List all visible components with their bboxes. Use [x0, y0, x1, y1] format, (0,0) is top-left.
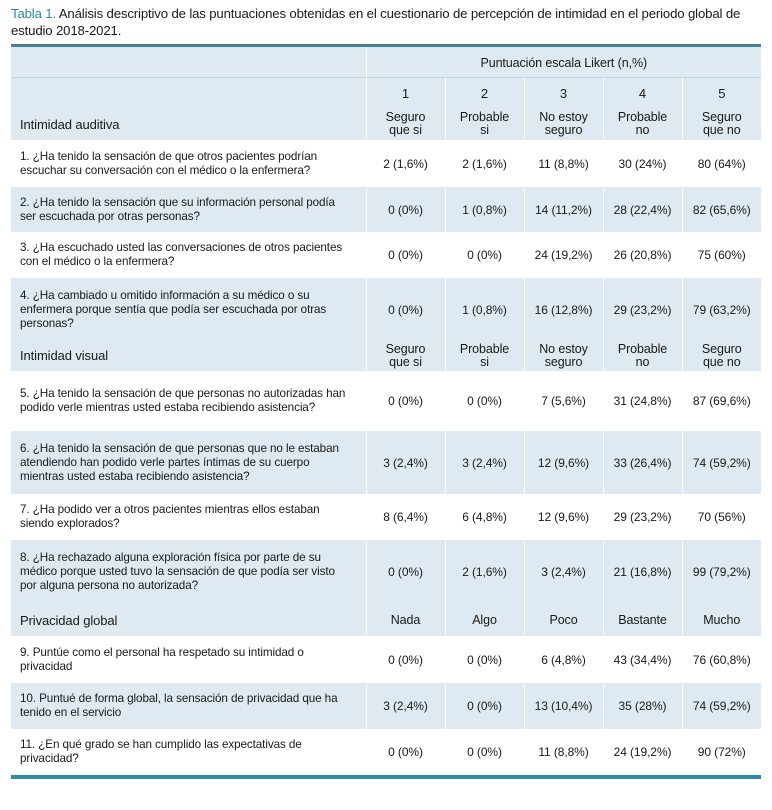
response-count: 80 (64%) — [682, 140, 761, 187]
question-text: 2. ¿Ha tenido la sensación que su información personal podía ser escuchada por otras personas? — [11, 187, 366, 232]
question-text: 11. ¿En qué grado se han cumplido las expectativas de privacidad? — [20, 738, 302, 765]
response-count: 31 (24,8%) — [603, 371, 682, 431]
response-count: 3 (2,4%) — [524, 540, 603, 604]
response-count: 87 (69,6%) — [682, 371, 761, 431]
response-count: 6 (4,8%) — [445, 494, 524, 540]
response-count: 3 (2,4%) — [445, 431, 524, 494]
response-count: 11 (8,8%) — [524, 729, 603, 775]
header-empty-cell — [11, 46, 366, 78]
question-text: 5. ¿Ha tenido la sensación de que personas no autorizadas han podido verle mientras usted estaba recibiendo asistencia? — [20, 387, 346, 414]
response-count: 26 (20,8%) — [603, 232, 682, 278]
response-count: 7 (5,6%) — [524, 371, 603, 431]
response-count: 1 (0,8%) — [445, 187, 524, 232]
question-row-3 — [11, 232, 761, 278]
response-count: 75 (60%) — [682, 232, 761, 278]
header-row-scale — [11, 78, 761, 109]
response-count: 2 (1,6%) — [366, 140, 445, 187]
response-label: Probable no — [603, 108, 682, 140]
response-label: Probable si — [445, 108, 524, 140]
response-count: 99 (79,2%) — [682, 540, 761, 604]
response-count: 74 (59,2%) — [682, 431, 761, 494]
response-count: 8 (6,4%) — [366, 494, 445, 540]
response-count: 0 (0%) — [366, 232, 445, 278]
response-count: 90 (72%) — [682, 729, 761, 775]
question-row-5 — [11, 371, 761, 431]
response-count: 0 (0%) — [366, 371, 445, 431]
response-count: 29 (23,2%) — [603, 494, 682, 540]
scale-5: 5 — [682, 78, 761, 109]
response-label: Seguro que no — [682, 108, 761, 140]
response-label: Seguro que si — [366, 341, 445, 371]
response-label: Bastante — [603, 604, 682, 636]
response-count: 2 (1,6%) — [445, 140, 524, 187]
scale-3: 3 — [524, 78, 603, 109]
question-row-9 — [11, 636, 761, 683]
response-label: Seguro que si — [366, 108, 445, 140]
response-count: 12 (9,6%) — [524, 494, 603, 540]
scale-2: 2 — [445, 78, 524, 109]
question-text: 10. Puntué de forma global, la sensación de privacidad que ha tenido en el servicio — [11, 683, 366, 729]
section-row-global — [11, 604, 761, 636]
response-count: 2 (1,6%) — [445, 540, 524, 604]
header-row-title — [11, 46, 761, 78]
response-label: Mucho — [682, 604, 761, 636]
response-count: 6 (4,8%) — [524, 636, 603, 683]
response-count: 82 (65,6%) — [682, 187, 761, 232]
question-row-8 — [11, 540, 761, 604]
response-count: 0 (0%) — [366, 636, 445, 683]
scale-empty-cell — [11, 78, 366, 109]
response-label: Nada — [366, 604, 445, 636]
response-count: 1 (0,8%) — [445, 278, 524, 341]
response-count: 21 (16,8%) — [603, 540, 682, 604]
question-row-7 — [11, 494, 761, 540]
response-label: Poco — [524, 604, 603, 636]
section-title: Intimidad auditiva — [11, 108, 366, 140]
section-title: Intimidad visual — [11, 341, 366, 371]
section-row-auditiva — [11, 108, 761, 140]
response-label: No estoy seguro — [524, 108, 603, 140]
response-count: 3 (2,4%) — [366, 683, 445, 729]
response-count: 0 (0%) — [366, 187, 445, 232]
table-body — [11, 108, 761, 775]
caption-text: Análisis descriptivo de las puntuaciones obtenidas en el cuestionario de percepción de intimidad en el periodo global de estudio 2018-2021. — [11, 6, 741, 38]
response-count: 0 (0%) — [366, 540, 445, 604]
response-count: 14 (11,2%) — [524, 187, 603, 232]
response-count: 0 (0%) — [366, 278, 445, 341]
response-count: 43 (34,4%) — [603, 636, 682, 683]
question-row-11 — [11, 729, 761, 775]
question-text: 8. ¿Ha rechazado alguna exploración física por parte de su médico porque usted tuvo la sensación de que podía ser visto por alguna persona no autorizada? — [11, 540, 366, 604]
question-row-4 — [11, 278, 761, 341]
question-row-10 — [11, 683, 761, 729]
response-count: 0 (0%) — [366, 729, 445, 775]
table-bottom-rule — [11, 775, 761, 779]
response-label: Probable si — [445, 341, 524, 371]
question-text: 6. ¿Ha tenido la sensación de que personas que no le estaban atendiendo han podido verle partes íntimas de su cuerpo mientras usted estaba recibiendo asistencia? — [11, 431, 366, 494]
response-count: 0 (0%) — [445, 636, 524, 683]
likert-title: Puntuación escala Likert (n,%) — [366, 46, 761, 78]
section-row-visual — [11, 341, 761, 371]
response-count: 0 (0%) — [445, 371, 524, 431]
response-count: 24 (19,2%) — [524, 232, 603, 278]
question-row-1 — [11, 140, 761, 187]
response-count: 11 (8,8%) — [524, 140, 603, 187]
response-count: 3 (2,4%) — [366, 431, 445, 494]
response-count: 13 (10,4%) — [524, 683, 603, 729]
question-text: 9. Puntúe como el personal ha respetado su intimidad o privacidad — [20, 645, 304, 673]
scale-1: 1 — [366, 78, 445, 109]
response-label: Probable no — [603, 341, 682, 371]
response-count: 0 (0%) — [445, 729, 524, 775]
response-count: 79 (63,2%) — [682, 278, 761, 341]
response-label: Seguro que no — [682, 341, 761, 371]
response-count: 0 (0%) — [445, 683, 524, 729]
response-count: 35 (28%) — [603, 683, 682, 729]
scale-4: 4 — [603, 78, 682, 109]
caption-label: Tabla 1. — [11, 6, 56, 21]
question-text: 4. ¿Ha cambiado u omitido información a su médico o su enfermera porque sentía que podía ser escuchada por otras personas? — [11, 278, 366, 341]
question-text: 3. ¿Ha escuchado usted las conversaciones de otros pacientes con el médico o la enfermera? — [20, 241, 343, 268]
question-text: 7. ¿Ha podido ver a otros pacientes mientras ellos estaban siendo explorados? — [20, 503, 320, 530]
question-row-2 — [11, 187, 761, 232]
response-label: No estoy seguro — [524, 341, 603, 371]
response-count: 29 (23,2%) — [603, 278, 682, 341]
response-count: 33 (26,4%) — [603, 431, 682, 494]
response-count: 24 (19,2%) — [603, 729, 682, 775]
section-title: Privacidad global — [11, 604, 366, 636]
response-count: 28 (22,4%) — [603, 187, 682, 232]
response-count: 16 (12,8%) — [524, 278, 603, 341]
response-count: 30 (24%) — [603, 140, 682, 187]
likert-table — [11, 45, 761, 779]
response-count: 76 (60,8%) — [682, 636, 761, 683]
table-caption — [11, 5, 761, 45]
response-count: 0 (0%) — [445, 232, 524, 278]
response-count: 12 (9,6%) — [524, 431, 603, 494]
response-count: 70 (56%) — [682, 494, 761, 540]
question-row-6 — [11, 431, 761, 494]
response-label: Algo — [445, 604, 524, 636]
response-count: 74 (59,2%) — [682, 683, 761, 729]
question-text: 1. ¿Ha tenido la sensación de que otros pacientes podrían escuchar su conversación con el médico o la enfermera? — [20, 149, 318, 177]
